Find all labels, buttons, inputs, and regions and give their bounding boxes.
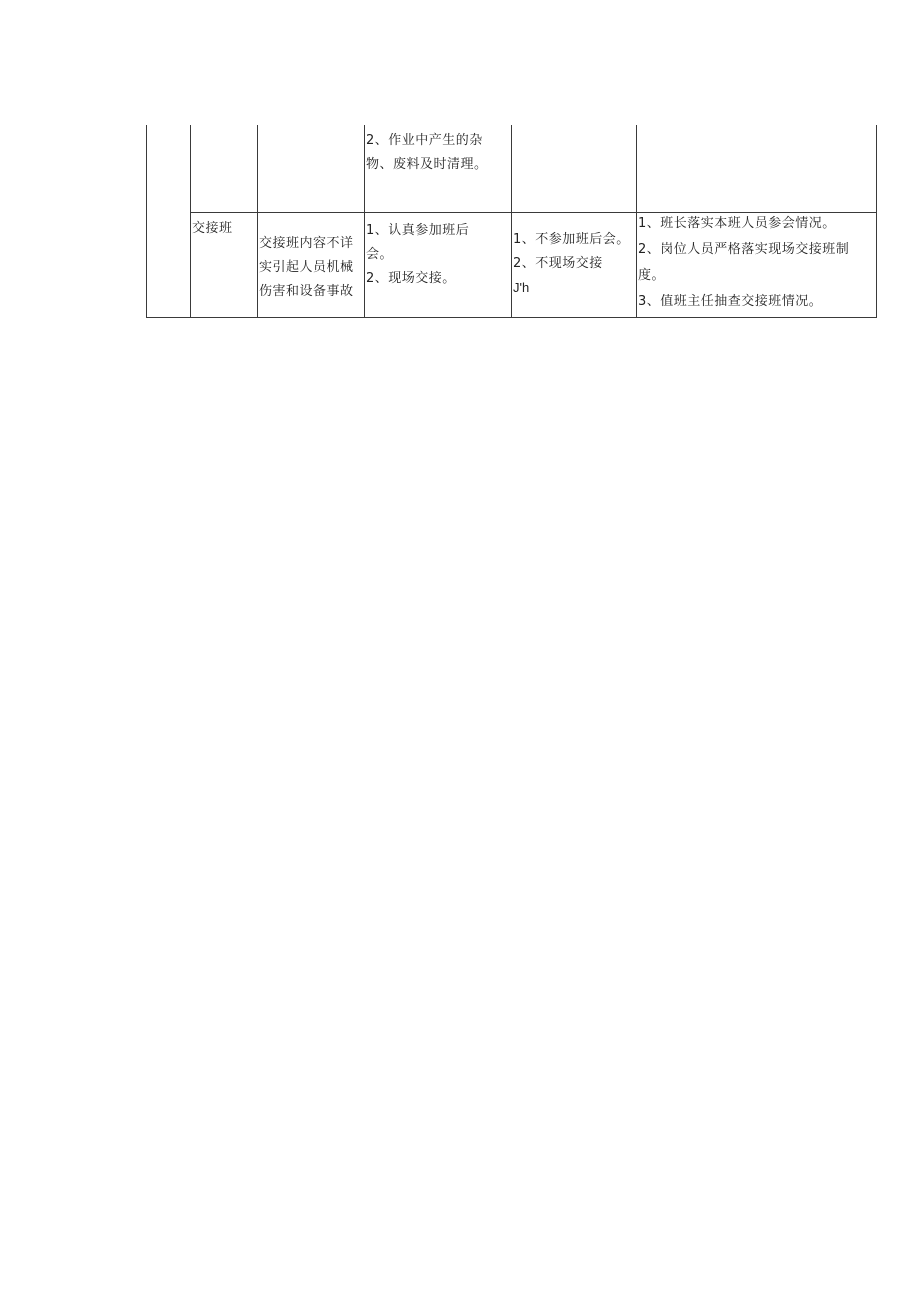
cell-line: 2、岗位人员严格落实现场交接班制 — [638, 242, 850, 257]
cell-line: 交接班内容不详 — [259, 236, 354, 251]
table-border-left — [146, 125, 147, 318]
cell-line: 会。 — [366, 247, 394, 262]
table-cell-measures-continued — [366, 129, 488, 177]
cell-line: 度。 — [638, 268, 666, 283]
column-divider — [636, 125, 637, 318]
column-divider — [257, 125, 258, 318]
cell-line: 2、现场交接。 — [366, 271, 456, 286]
table-cell-hazard — [259, 232, 354, 304]
cell-line: 伤害和设备事故 — [259, 284, 354, 299]
cell-line: J'h — [513, 280, 530, 295]
table-cell-controls — [638, 211, 849, 315]
cell-line: 1、不参加班后会。 — [513, 232, 630, 247]
cell-line: 2、作业中产生的杂 — [366, 133, 483, 148]
column-divider — [364, 125, 365, 318]
table-cell-standard — [366, 219, 469, 291]
cell-line: 3、值班主任抽查交接班情况。 — [638, 294, 823, 309]
table-border-right — [876, 125, 877, 318]
column-divider — [511, 125, 512, 318]
cell-line: 物、废料及时清理。 — [366, 157, 488, 172]
table-cell-item — [192, 217, 233, 241]
column-divider — [190, 125, 191, 318]
cell-line: 交接班 — [192, 221, 233, 236]
cell-line: 2、不现场交接 — [513, 256, 603, 271]
table-border-bottom — [146, 317, 877, 318]
cell-line: 1、班长落实本班人员参会情况。 — [638, 216, 836, 231]
table-cell-violations — [513, 228, 630, 300]
cell-line: 实引起人员机械 — [259, 260, 354, 275]
cell-line: 1、认真参加班后 — [366, 223, 470, 238]
